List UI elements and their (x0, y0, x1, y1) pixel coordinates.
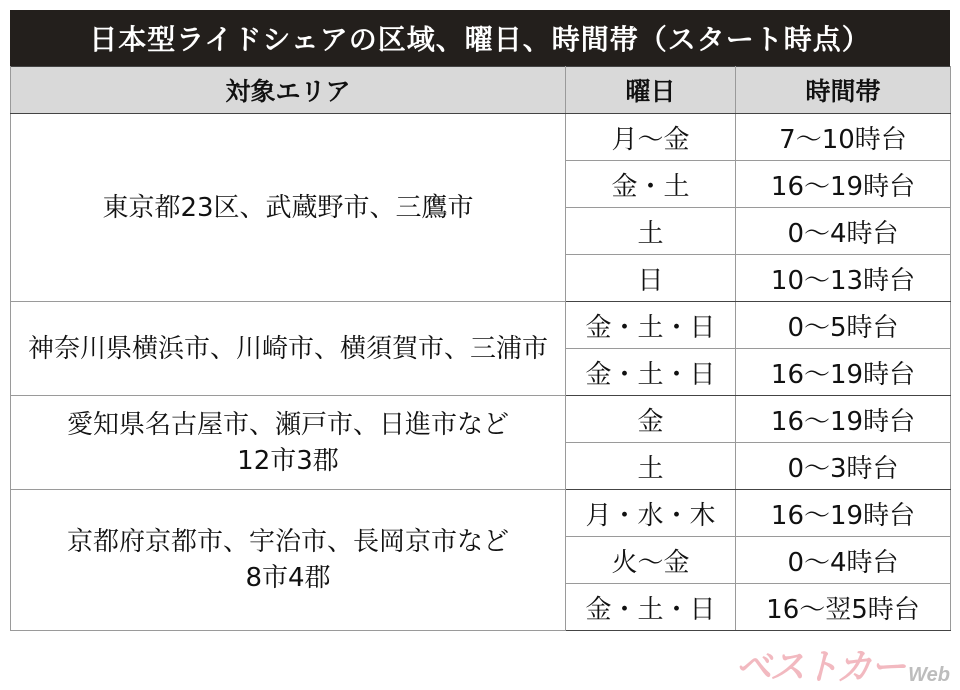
table-title: 日本型ライドシェアの区域、曜日、時間帯（スタート時点） (10, 10, 950, 66)
table-row (11, 302, 951, 349)
header-area: 対象エリア (11, 67, 566, 114)
area-cell (11, 396, 566, 490)
area-line: 東京都23区、武蔵野市、三鷹市 (102, 192, 474, 223)
bestcar-web-logo (735, 644, 950, 690)
area-cell (11, 302, 566, 396)
time-cell: 16～19時台 (736, 349, 951, 396)
day-cell: 火～金 (566, 537, 736, 584)
day-cell: 土 (566, 208, 736, 255)
time-cell: 0～5時台 (736, 302, 951, 349)
logo-sub-text: Web (908, 664, 950, 686)
logo-main-text: ベストカー (735, 646, 905, 687)
area-line: 京都府京都市、宇治市、長岡京市など (66, 527, 509, 557)
day-cell: 土 (566, 443, 736, 490)
header-time: 時間帯 (736, 67, 951, 114)
day-cell: 金 (566, 396, 736, 443)
header-day: 曜日 (566, 67, 736, 114)
area-line: 愛知県名古屋市、瀬戸市、日進市など (66, 409, 509, 440)
table-row (11, 396, 951, 443)
area-line: 神奈川県横浜市、川崎市、横須賀市、三浦市 (27, 333, 548, 364)
time-cell: 7～10時台 (736, 114, 951, 161)
time-cell: 16～19時台 (736, 161, 951, 208)
day-cell: 月・水・木 (566, 490, 736, 537)
time-cell: 0～4時台 (736, 537, 951, 584)
area-line: 8市4郡 (245, 563, 331, 593)
day-cell: 金・土 (566, 161, 736, 208)
day-cell: 月～金 (566, 114, 736, 161)
table-body (11, 114, 951, 631)
area-cell (11, 490, 566, 631)
area-cell (11, 114, 566, 302)
time-cell: 16～19時台 (736, 396, 951, 443)
area-line: 12市3郡 (237, 445, 339, 476)
table-row (11, 114, 951, 161)
time-cell: 16～翌5時台 (736, 584, 951, 631)
time-cell: 0～3時台 (736, 443, 951, 490)
time-cell: 0～4時台 (736, 208, 951, 255)
table-row (11, 490, 951, 537)
time-cell: 16～19時台 (736, 490, 951, 537)
day-cell: 日 (566, 255, 736, 302)
time-cell: 10～13時台 (736, 255, 951, 302)
day-cell: 金・土・日 (566, 349, 736, 396)
day-cell: 金・土・日 (566, 584, 736, 631)
rideshare-schedule-table (10, 66, 951, 631)
header-row (11, 67, 951, 114)
day-cell: 金・土・日 (566, 302, 736, 349)
